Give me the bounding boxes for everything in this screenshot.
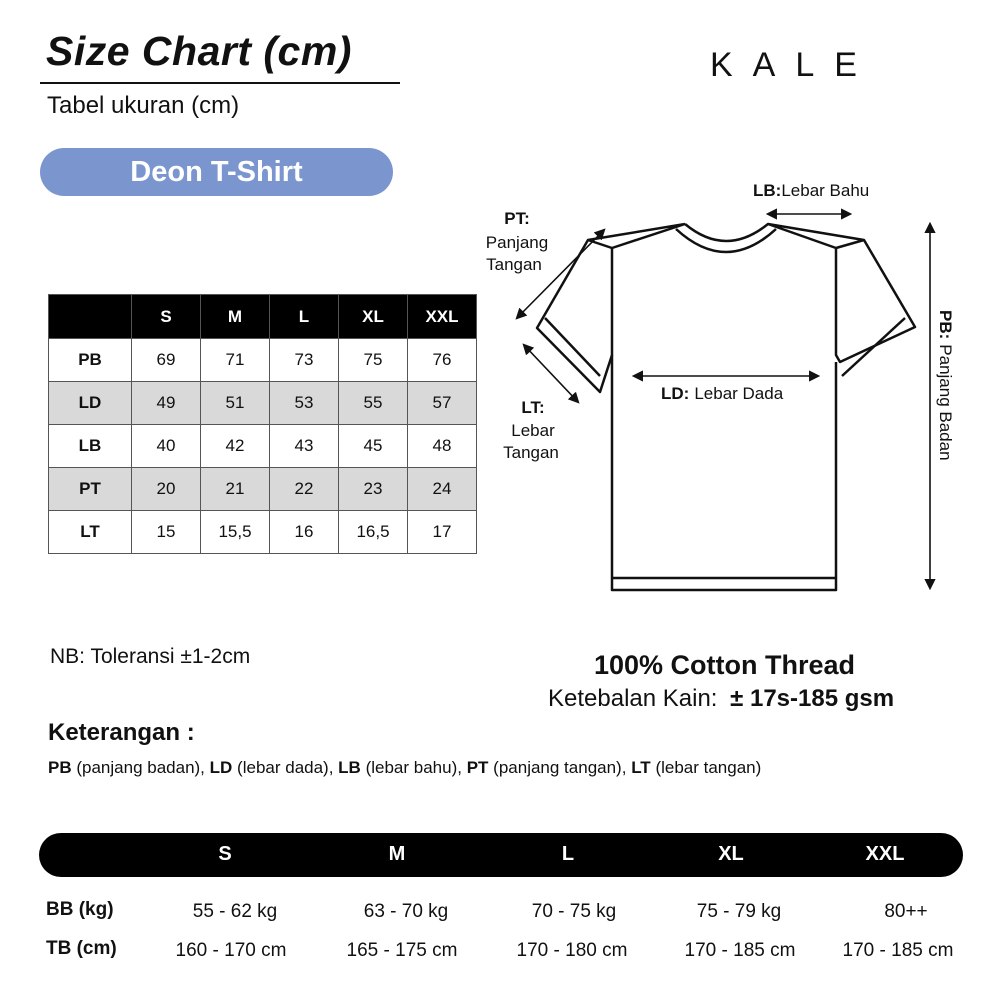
tshirt-diagram [460,170,980,610]
tb-cell: 160 - 170 cm [175,940,287,961]
pt-code: PT: [504,209,530,228]
table-row [49,339,477,382]
page-title: Size Chart (cm) [46,28,352,74]
product-name: Deon T-Shirt [130,155,303,188]
legend-code: PB [48,758,72,777]
row-label: PT [49,468,132,511]
table-cell: 20 [132,468,201,511]
page-subtitle: Tabel ukuran (cm) [47,92,240,119]
legend-code: LB [338,758,361,777]
size-col-header: XL [339,295,408,339]
legend-text: (panjang tangan), [493,758,627,777]
table-row [49,511,477,554]
table-cell: 48 [408,425,477,468]
pb-code: PB: [936,310,955,340]
table-cell: 24 [408,468,477,511]
rec-size-header: L [561,843,575,865]
legend-code: LT [631,758,651,777]
table-cell: 73 [270,339,339,382]
table-cell: 75 [339,339,408,382]
lb-text: Lebar Bahu [781,181,870,200]
pt-line1: Panjang [485,233,549,252]
lt-code: LT: [521,398,545,417]
row-label: LB [49,425,132,468]
table-cell: 76 [408,339,477,382]
ld-code: LD: [661,384,690,403]
size-chart-table [48,294,477,554]
legend-text: (lebar dada), [237,758,334,777]
lb-label [753,181,869,200]
table-cell: 16 [270,511,339,554]
table-row [49,425,477,468]
table-cell: 53 [270,382,339,425]
tolerance-note: NB: Toleransi ±1-2cm [50,645,251,668]
table-cell: 21 [201,468,270,511]
table-cell: 17 [408,511,477,554]
tb-cell: 170 - 180 cm [516,940,628,961]
lt-arrow [524,345,578,402]
lb-code: LB: [753,181,782,200]
rec-size-header: M [388,843,406,865]
size-col-header: XXL [408,295,477,339]
tb-label: TB (cm) [46,938,117,959]
bb-label: BB (kg) [46,899,114,920]
pb-text: Panjang Badan [936,344,955,461]
size-col-header: L [270,295,339,339]
thickness-label: Ketebalan Kain: [548,685,718,712]
pt-line2: Tangan [486,255,542,274]
bb-cell: 70 - 75 kg [531,901,617,922]
thickness-value: ± 17s-185 gsm [730,685,895,712]
table-cell: 71 [201,339,270,382]
bb-cell: 63 - 70 kg [363,901,449,922]
table-cell: 57 [408,382,477,425]
table-cell: 23 [339,468,408,511]
size-table-corner [49,295,132,339]
row-label: LT [49,511,132,554]
ld-text: Lebar Dada [694,384,784,403]
size-table-header-row [49,295,477,339]
row-label: LD [49,382,132,425]
legend-text: (lebar tangan) [655,758,762,777]
bb-cell: 80++ [884,901,928,922]
legend-code: LD [209,758,233,777]
size-col-header: M [201,295,270,339]
lt-line2: Tangan [503,443,559,462]
pb-label [936,310,955,461]
lt-line1: Lebar [511,421,555,440]
legend-code: PT [466,758,489,777]
tshirt-outline [537,224,915,590]
legend-title: Keterangan : [48,719,195,746]
rec-size-header: XL [718,843,744,865]
bb-cell: 75 - 79 kg [696,901,782,922]
table-cell: 69 [132,339,201,382]
table-row [49,468,477,511]
table-cell: 22 [270,468,339,511]
table-cell: 42 [201,425,270,468]
product-name-badge [40,148,393,196]
table-cell: 16,5 [339,511,408,554]
table-cell: 15,5 [201,511,270,554]
table-cell: 43 [270,425,339,468]
table-cell: 51 [201,382,270,425]
brand-logo: KALE [710,46,877,84]
rec-size-header: XXL [865,843,905,865]
title-underline [40,82,400,84]
table-cell: 55 [339,382,408,425]
legend-text: (panjang badan), [76,758,205,777]
tb-cell: 170 - 185 cm [842,940,954,961]
legend-text: (lebar bahu), [365,758,462,777]
tb-cell: 165 - 175 cm [346,940,458,961]
rec-size-header: S [218,843,232,865]
table-cell: 15 [132,511,201,554]
row-label: PB [49,339,132,382]
bb-cell: 55 - 62 kg [192,901,278,922]
ld-label [661,384,784,403]
material-label: 100% Cotton Thread [594,650,856,680]
table-cell: 40 [132,425,201,468]
table-cell: 49 [132,382,201,425]
fabric-thickness [548,685,894,713]
legend-line [48,758,761,778]
table-cell: 45 [339,425,408,468]
size-col-header: S [132,295,201,339]
tb-cell: 170 - 185 cm [684,940,796,961]
table-row [49,382,477,425]
